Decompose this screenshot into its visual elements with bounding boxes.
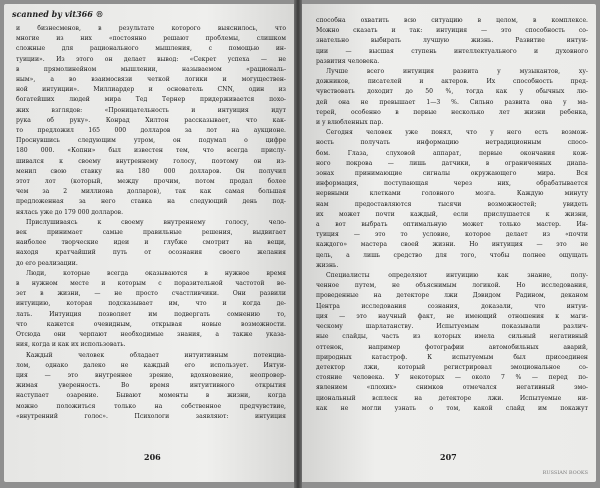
right-page-text <box>316 16 588 414</box>
text-line: жимая уверенность. Во время интуитивного открытия <box>16 382 286 390</box>
text-line: шивался к своему внутреннему голосу, поэтому он из- <box>16 157 286 165</box>
text-line: Специалисты определяют интуицию как знание, полу- <box>326 272 588 280</box>
text-line: развития человека. <box>316 57 380 65</box>
text-line: ные слайды, часть из которых имела сильный негативный <box>316 333 588 341</box>
scanner-watermark: scanned by vit366 ® <box>12 9 104 19</box>
text-line: терей, особенно в первые несколько лет жизни ребенка, <box>316 108 588 116</box>
text-line: и бизнесменов, в результате которого выяснилось, что <box>16 25 286 32</box>
text-line: как не могли узнать о том, какой слайд им покажут <box>316 404 588 412</box>
text-line: в нужном месте и которым с поразительной частотой ве- <box>16 280 286 288</box>
text-line: нам предоставляются тысячи возможностей; увидеть <box>316 200 588 208</box>
text-line: этот лот (который, между прочим, потом продал более <box>16 178 286 186</box>
text-line: жизнь. <box>316 261 339 269</box>
text-line: проведенные на детекторе лжи Дэвидом Радином, деканом <box>316 292 588 300</box>
text-line: информация, поступающая через них, обрабатывается <box>316 180 588 188</box>
text-line: многие из них «постоянно решают проблемы, слишком <box>16 35 286 43</box>
text-line: оттенок, например фотографии автомобильных аварий, <box>316 343 588 351</box>
text-line: ным», а во взаимосвязи четкой логики и могуществен- <box>16 76 286 84</box>
text-line: менил свою ставку на 180 000 долларов. Он получил <box>16 167 286 175</box>
text-line: ция — это научный факт, не имеющий отношения к маги- <box>316 312 588 320</box>
text-line: ного покрова — лишь датчики, в ограниченных диапа- <box>316 159 588 167</box>
text-line: до его реализации. <box>16 259 78 267</box>
text-line: Каждый человек обладает интуитивным потенциа- <box>26 351 286 359</box>
text-line: век принимает самые правильные решения, выдвигает <box>16 229 286 237</box>
text-line: 180 000. «Копни» был известен тем, что всегда прислу- <box>16 147 286 155</box>
text-line: а вот выбрать оптимальную может только мастер. Ин- <box>316 221 588 229</box>
text-line: ной интуиции». Миллиардер и основатель CNN, один из <box>16 86 286 94</box>
text-line: что кажется очевидным, открывая новые возможности. <box>16 320 286 328</box>
text-line: то предложил 165 000 долларов за лот на аукционе. <box>16 127 286 135</box>
text-line: наиболее творческие идеи и глубже смотрит на вещи, <box>16 239 286 247</box>
text-line: Отсюда они черпают необходимые знания, а также указа- <box>16 331 286 339</box>
text-line: Можно сказать и так: интуиция — это способность со- <box>316 27 588 35</box>
left-page <box>4 4 294 482</box>
text-line: природных катастроф. К испытуемым был присоединен <box>316 353 588 361</box>
text-line: ния, когда и как их использовать. <box>16 341 126 349</box>
book-gutter <box>294 0 302 488</box>
left-page-number: 206 <box>144 452 161 462</box>
text-line: наступает озарение. Бывают моменты в жизни, когда <box>16 392 286 400</box>
text-line: ность получать информацию нетрадиционным спосо- <box>316 139 588 147</box>
text-line: можно положиться только на собственное предчувствие, <box>16 402 286 410</box>
text-line: жих взглядов: «Проницательность и интуиция идут <box>16 106 286 114</box>
text-line: циональный всплеск на детекторе лжи. Испытуемые ни- <box>316 394 588 402</box>
text-line: нялась уже до 179 000 долларов. <box>16 208 124 216</box>
text-line: цель, а лишь средство для того, чтобы полнее ощущать <box>316 251 588 259</box>
text-line: Люди, которые всегда оказываются в нужное время <box>26 269 286 277</box>
right-page-number: 207 <box>440 452 457 462</box>
text-line: ция — это внутреннее зрение, вдохновение, неопровер- <box>16 371 286 379</box>
text-line: «внутренний голос». Психологи заявляют: интуиция <box>16 412 286 420</box>
text-line: детектор лжи, который регистрировал эмоциональное со- <box>316 363 588 371</box>
text-line: зонах принимающие сигналы окружающего мира. Вся <box>316 170 588 178</box>
text-line: богатейших людей мира Тед Тернер придерживается похо- <box>16 96 286 104</box>
text-line: Центра исследования сознания, доказали, что интуи- <box>316 302 588 310</box>
text-line: чувствовать доходит до 50 %, тогда как у обычных лю- <box>316 88 588 96</box>
text-line: бом. Глаза, слуховой аппарат, первые окончания кож- <box>316 149 588 157</box>
text-line: Прислушиваясь к своему внутреннему голосу, чело- <box>26 218 286 226</box>
text-line: чем за 2 миллиона долларов), так как самая большая <box>16 188 286 196</box>
text-line: Лучше всего интуиция развита у музыкантов, ху- <box>326 68 588 76</box>
text-line: сложные для рационального мышления, с помощью ин- <box>16 45 286 53</box>
text-line: явлением «плохих» снимков отмечался негативный эмо- <box>316 384 588 392</box>
text-line: Сегодня человек уже понял, что у него есть возмож- <box>326 129 588 137</box>
text-line: лать. Интуиция позволяет им подвергать сомнению то, <box>16 310 286 318</box>
text-line: туиции». Из этого он делает вывод: «Секрет успеха — не <box>16 55 286 63</box>
text-line: туиция — это то условие, которое делает из «почти <box>316 231 588 239</box>
text-line: дей она не превышает 1—3 %. Сильно развита она у ма- <box>316 98 588 106</box>
text-line: каждого» мастера своей жизни. Но интуиция — это не <box>316 241 588 249</box>
text-line: предложенная за него ставка на следующий день под- <box>16 198 286 206</box>
corner-mark: RUSSIAN BOOKS <box>542 470 588 476</box>
text-line: ческому шарлатанству. Испытуемым показывали различ- <box>316 323 588 331</box>
left-page-text <box>16 24 286 422</box>
text-line: их может почти каждый, если прислушается к жизни, <box>316 210 588 218</box>
text-line: ции — высшая ступень интеллектуального и духовного <box>316 47 588 55</box>
text-line: и у влюбленных пар. <box>316 119 384 127</box>
right-page <box>302 4 596 482</box>
text-line: зет в жизни, — не просто счастливчики. Они развили <box>16 290 286 298</box>
text-line: Проснувшись следующим утром, он подумал о цифре <box>16 137 286 145</box>
text-line: стояние человека. У некоторых — около 7 % — перед по- <box>316 374 588 382</box>
text-line: в прямолинейном мышлении, называемом «рациональ- <box>16 65 286 73</box>
text-line: знательно выбирать лучшую жизнь. Развитие интуи- <box>316 37 588 45</box>
text-line: находя кратчайший путь от осознания своего желания <box>16 249 286 257</box>
text-line: дожников, писателей и актеров. Их способность пред- <box>316 78 588 86</box>
text-line: нервными клетками головного мозга. Каждую минуту <box>316 190 588 198</box>
text-line: интуицию, которая подсказывает им, что и когда де- <box>16 300 286 308</box>
text-line: ченное путем, не объяснимым логикой. Но исследования, <box>316 282 588 290</box>
text-line: рука об руку». Конрад Хилтон рассказывает, что как- <box>16 116 286 124</box>
text-line: лом, однако далеко не каждый его использует. Интуи- <box>16 361 286 369</box>
text-line: способна охватить всю ситуацию в целом, в комплексе. <box>316 17 588 24</box>
